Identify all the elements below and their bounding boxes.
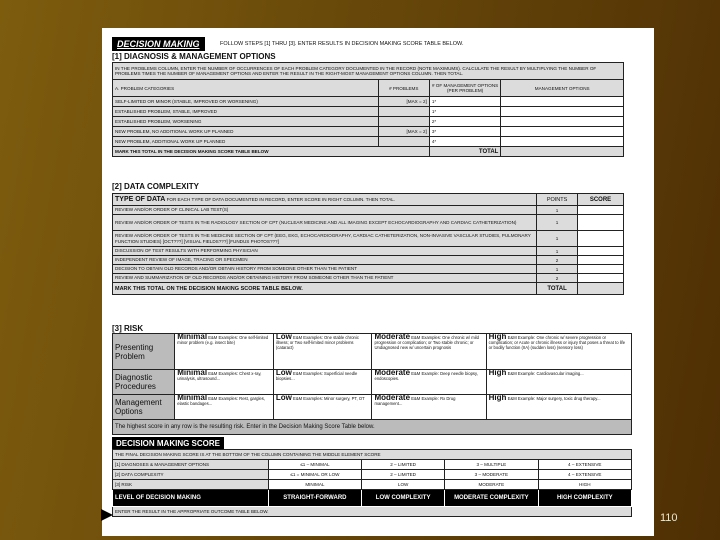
- table-row: [113, 117, 624, 127]
- score-row-label: [2] DATA COMPLEXITY: [113, 470, 269, 480]
- score-option[interactable]: 4 – EXTENSIVE: [538, 460, 631, 470]
- problem-count[interactable]: [378, 127, 429, 137]
- risk-level: High: [488, 369, 507, 377]
- score-option[interactable]: MODERATE: [445, 480, 538, 490]
- risk-example: E&M Examples: One chronic w/ mild progression or complication; or Two stable chronic; or Undiagnosed new w/ uncertain prognosis: [374, 335, 479, 350]
- data-total-input[interactable]: [578, 283, 624, 295]
- score-input[interactable]: [578, 231, 624, 247]
- points-value: 1: [537, 206, 578, 215]
- col-header: MANAGEMENT OPTIONS: [501, 80, 624, 97]
- max-note: [MAX = 2]: [406, 129, 427, 134]
- risk-level: Moderate: [374, 369, 411, 377]
- problem-category: SELF-LIMITED OR MINOR (STABLE, IMPROVED OR WORSENING): [113, 97, 379, 107]
- level-straightforward: STRAIGHT-FORWARD: [268, 490, 361, 507]
- problem-count[interactable]: [378, 117, 429, 127]
- problem-count[interactable]: [378, 97, 429, 107]
- table-row: [113, 480, 632, 490]
- risk-cell[interactable]: [486, 395, 631, 420]
- risk-example: E&M Examples: Chest x-ray, urinalysis, ultrasound...: [177, 371, 262, 381]
- score-option[interactable]: 2 – LIMITED: [362, 460, 445, 470]
- table-row: [113, 231, 624, 247]
- risk-level: Low: [275, 369, 292, 377]
- data-type: REVIEW AND/OR ORDER OF CLINICAL LAB TEST(S): [113, 206, 537, 215]
- risk-example: E&M Example: Major surgery, toxic drug therapy...: [507, 396, 601, 401]
- col-header: # PROBLEMS: [378, 80, 429, 97]
- risk-level: Low: [275, 394, 292, 402]
- score-input[interactable]: [578, 215, 624, 231]
- score-option[interactable]: 3 – MULTIPLE: [445, 460, 538, 470]
- problem-category: NEW PROBLEM, NO ADDITIONAL WORK UP PLANNED: [113, 127, 379, 137]
- score-option[interactable]: 3 – MODERATE: [445, 470, 538, 480]
- risk-level: Low: [275, 333, 292, 341]
- problem-category: ESTABLISHED PROBLEM, WORSENING: [113, 117, 379, 127]
- risk-example: E&M Example: Rx Drug management...: [374, 396, 456, 406]
- risk-level: High: [488, 333, 507, 341]
- instructions: FOLLOW STEPS [1] THRU [3]. ENTER RESULTS IN DECISION MAKING SCORE TABLE BELOW.: [220, 41, 464, 47]
- level-high: HIGH COMPLEXITY: [538, 490, 631, 507]
- dmo-title: [1] DIAGNOSIS & MANAGEMENT OPTIONS: [112, 52, 276, 61]
- doc-title: DECISION MAKING: [112, 37, 205, 51]
- data-title: [2] DATA COMPLEXITY: [112, 182, 199, 191]
- table-row: [113, 215, 624, 231]
- pointer-arrow-icon: [101, 509, 113, 521]
- table-row: [113, 127, 624, 137]
- table-row: [113, 460, 632, 470]
- risk-level: Moderate: [374, 394, 411, 402]
- score-input[interactable]: [578, 265, 624, 274]
- data-type: INDEPENDENT REVIEW OF IMAGE, TRACING OR SPECIMEN: [113, 256, 537, 265]
- problem-category: NEW PROBLEM, ADDITIONAL WORK UP PLANNED: [113, 137, 379, 147]
- risk-level: Minimal: [177, 394, 208, 402]
- management-options-input[interactable]: [501, 117, 624, 127]
- risk-footer: The highest score in any row is the resulting risk. Enter in the Decision Making Score Table below.: [113, 420, 632, 435]
- table-row: [113, 470, 632, 480]
- risk-example: E&M Examples: Minor surgery, PT, OT: [293, 396, 365, 401]
- risk-cell[interactable]: [486, 334, 631, 370]
- dmo-footer: MARK THIS TOTAL IN THE DECISION MAKING SCORE TABLE BELOW: [113, 147, 430, 157]
- score-footer: ENTER THE RESULT IN THE APPROPRIATE OUTCOME TABLE BELOW.: [113, 507, 632, 517]
- dmo-total-input[interactable]: [501, 147, 624, 157]
- risk-cell[interactable]: [273, 370, 372, 395]
- score-row-label: [3] RISK: [113, 480, 269, 490]
- dmo-total-label: TOTAL: [429, 147, 501, 157]
- risk-level: Minimal: [177, 369, 208, 377]
- risk-example: E&M Example: Deep needle biopsy, endoscopies.: [374, 371, 478, 381]
- points-value: 2: [537, 256, 578, 265]
- level-moderate: MODERATE COMPLEXITY: [445, 490, 538, 507]
- risk-example: E&M Examples: Superficial needle biopsies...: [275, 371, 358, 381]
- data-footer: MARK THIS TOTAL ON THE DECISION MAKING SCORE TABLE BELOW.: [113, 283, 537, 295]
- management-options-input[interactable]: [501, 97, 624, 107]
- dmo-table: [112, 62, 624, 157]
- problem-count[interactable]: [378, 137, 429, 147]
- data-type: DISCUSSION OF TEST RESULTS WITH PERFORMING PHYSICIAN: [113, 247, 537, 256]
- level-low: LOW COMPLEXITY: [362, 490, 445, 507]
- risk-row-label: Diagnostic Procedures: [113, 370, 175, 395]
- dmo-intro: IN THE PROBLEMS COLUMN, ENTER THE NUMBER OF OCCURRENCES OF EACH PROBLEM CATEGORY DOCUMENTED IN THE RECORD (NOTE MAXIMUMS). CALCULATE THE RESULT BY MULTIPLYING THE NUMBER OF PROBLEMS TIMES THE NUMBER OF MANAGEMENT OPTIONS AND ENTER THE RESULT IN THE RIGHT-MOST MANAGEMENT OPTIONS COLUMN. THEN TOTAL.: [113, 63, 624, 80]
- table-row: [113, 370, 632, 395]
- risk-example: E&M Examples: One stable chronic illness; or Two self-limited minor problems (cataract): [275, 335, 359, 350]
- option-multiplier: 3*: [429, 127, 501, 137]
- score-input[interactable]: [578, 206, 624, 215]
- risk-example: E&M Examples: One self-limited minor problem (e.g. insect bite): [177, 335, 269, 345]
- table-row: [113, 395, 632, 420]
- risk-cell[interactable]: [372, 334, 486, 370]
- page-number: 110: [660, 512, 678, 524]
- risk-cell[interactable]: [175, 395, 274, 420]
- table-row: [113, 274, 624, 283]
- risk-cell[interactable]: [175, 370, 274, 395]
- risk-cell[interactable]: [372, 395, 486, 420]
- data-type: REVIEW AND/OR ORDER OF TESTS IN THE MEDICINE SECTION OF CPT (EEG, EKG, ECHOCARDIOGRAPHY, CARDIAC CATHETERIZATION, NON-INVASIVE VASCULAR STUDIES, PULMONARY FUNCTION STUDIES) [OCT???] [VISUAL FIELDS???] [FUNDUS PHOTOS???]: [113, 231, 537, 247]
- data-total-label: TOTAL: [537, 283, 578, 295]
- risk-row-label: Presenting Problem: [113, 334, 175, 370]
- decision-making-worksheet: [102, 28, 654, 536]
- risk-cell[interactable]: [486, 370, 631, 395]
- risk-example: E&M Example: Cardiovascular imaging...: [507, 371, 584, 376]
- type-of-data-label: TYPE OF DATA: [115, 196, 166, 203]
- management-options-input[interactable]: [501, 107, 624, 117]
- risk-table: [112, 333, 632, 435]
- data-type: DECISION TO OBTAIN OLD RECORDS AND/OR OBTAIN HISTORY FROM SOMEONE OTHER THAN THE PATIENT: [113, 265, 537, 274]
- score-header: SCORE: [578, 194, 624, 206]
- table-row: [113, 247, 624, 256]
- risk-level: Minimal: [177, 333, 208, 341]
- points-value: 2: [537, 274, 578, 283]
- score-input[interactable]: [578, 247, 624, 256]
- table-row: [113, 107, 624, 117]
- score-input[interactable]: [578, 256, 624, 265]
- score-row-label: [1] DIAGNOSES & MANAGEMENT OPTIONS: [113, 460, 269, 470]
- risk-cell[interactable]: [273, 395, 372, 420]
- max-note: [MAX = 2]: [406, 99, 427, 104]
- risk-row-label: Management Options: [113, 395, 175, 420]
- score-option[interactable]: LOW: [362, 480, 445, 490]
- option-multiplier: 2*: [429, 117, 501, 127]
- table-row: [113, 334, 632, 370]
- risk-cell[interactable]: [273, 334, 372, 370]
- problem-category: ESTABLISHED PROBLEM, STABLE, IMPROVED: [113, 107, 379, 117]
- data-table: [112, 193, 624, 295]
- points-value: 1: [537, 231, 578, 247]
- risk-title: [3] RISK: [112, 324, 144, 333]
- points-value: 1: [537, 247, 578, 256]
- score-option[interactable]: ≤1 – MINIMAL: [268, 460, 361, 470]
- risk-level: Moderate: [374, 333, 411, 341]
- col-header: # OF MANAGEMENT OPTIONS (PER PROBLEM): [429, 80, 501, 97]
- table-row: [113, 256, 624, 265]
- points-value: 1: [537, 265, 578, 274]
- risk-example: E&M Examples: Rest, gargles, elastic bandages...: [177, 396, 266, 406]
- option-multiplier: 1*: [429, 107, 501, 117]
- score-option[interactable]: MINIMAL: [268, 480, 361, 490]
- type-of-data-desc: FOR EACH TYPE OF DATA DOCUMENTED IN RECORD, ENTER SCORE IN RIGHT COLUMN. THEN TOTAL.: [166, 197, 396, 202]
- score-title: DECISION MAKING SCORE: [112, 437, 224, 450]
- col-header: A. PROBLEM CATEGORIES: [113, 80, 379, 97]
- level-label: LEVEL OF DECISION MAKING: [113, 490, 269, 507]
- risk-cell[interactable]: [372, 370, 486, 395]
- score-input[interactable]: [578, 274, 624, 283]
- problem-count[interactable]: [378, 107, 429, 117]
- score-intro: THE FINAL DECISION MAKING SCORE IS AT THE BOTTOM OF THE COLUMN CONTAINING THE MIDDLE ELEMENT SCORE: [113, 450, 632, 460]
- score-option[interactable]: 2 – LIMITED: [362, 470, 445, 480]
- data-type: REVIEW AND SUMMARIZATION OF OLD RECORDS AND/OR OBTAINING HISTORY FROM SOMEONE OTHER THAN THE PATIENT: [113, 274, 537, 283]
- table-row: [113, 97, 624, 107]
- score-table: [112, 449, 632, 517]
- option-multiplier: 4*: [429, 137, 501, 147]
- score-option[interactable]: 4 – EXTENSIVE: [538, 470, 631, 480]
- points-value: 1: [537, 215, 578, 231]
- table-row: [113, 265, 624, 274]
- score-option[interactable]: HIGH: [538, 480, 631, 490]
- option-multiplier: 1*: [429, 97, 501, 107]
- management-options-input[interactable]: [501, 137, 624, 147]
- risk-example: E&M Example: One chronic w/ severe progression or complication; or Acute or chronic illness or injury that poses a threat to life or bodily function (IIA) (sudden loss) (sensory loss): [488, 335, 626, 350]
- table-row: [113, 206, 624, 215]
- risk-level: High: [488, 394, 507, 402]
- data-type: REVIEW AND/OR ORDER OF TESTS IN THE RADIOLOGY SECTION OF CPT (NUCLEAR MEDICINE AND ALL IMAGING EXCEPT ECHOCARDIOGRAPHY AND CARDIAC CATHETERIZATION): [113, 215, 537, 231]
- points-header: POINTS: [537, 194, 578, 206]
- management-options-input[interactable]: [501, 127, 624, 137]
- risk-cell[interactable]: [175, 334, 274, 370]
- table-row: [113, 137, 624, 147]
- score-option[interactable]: ≤1 = MINIMAL OR LOW: [268, 470, 361, 480]
